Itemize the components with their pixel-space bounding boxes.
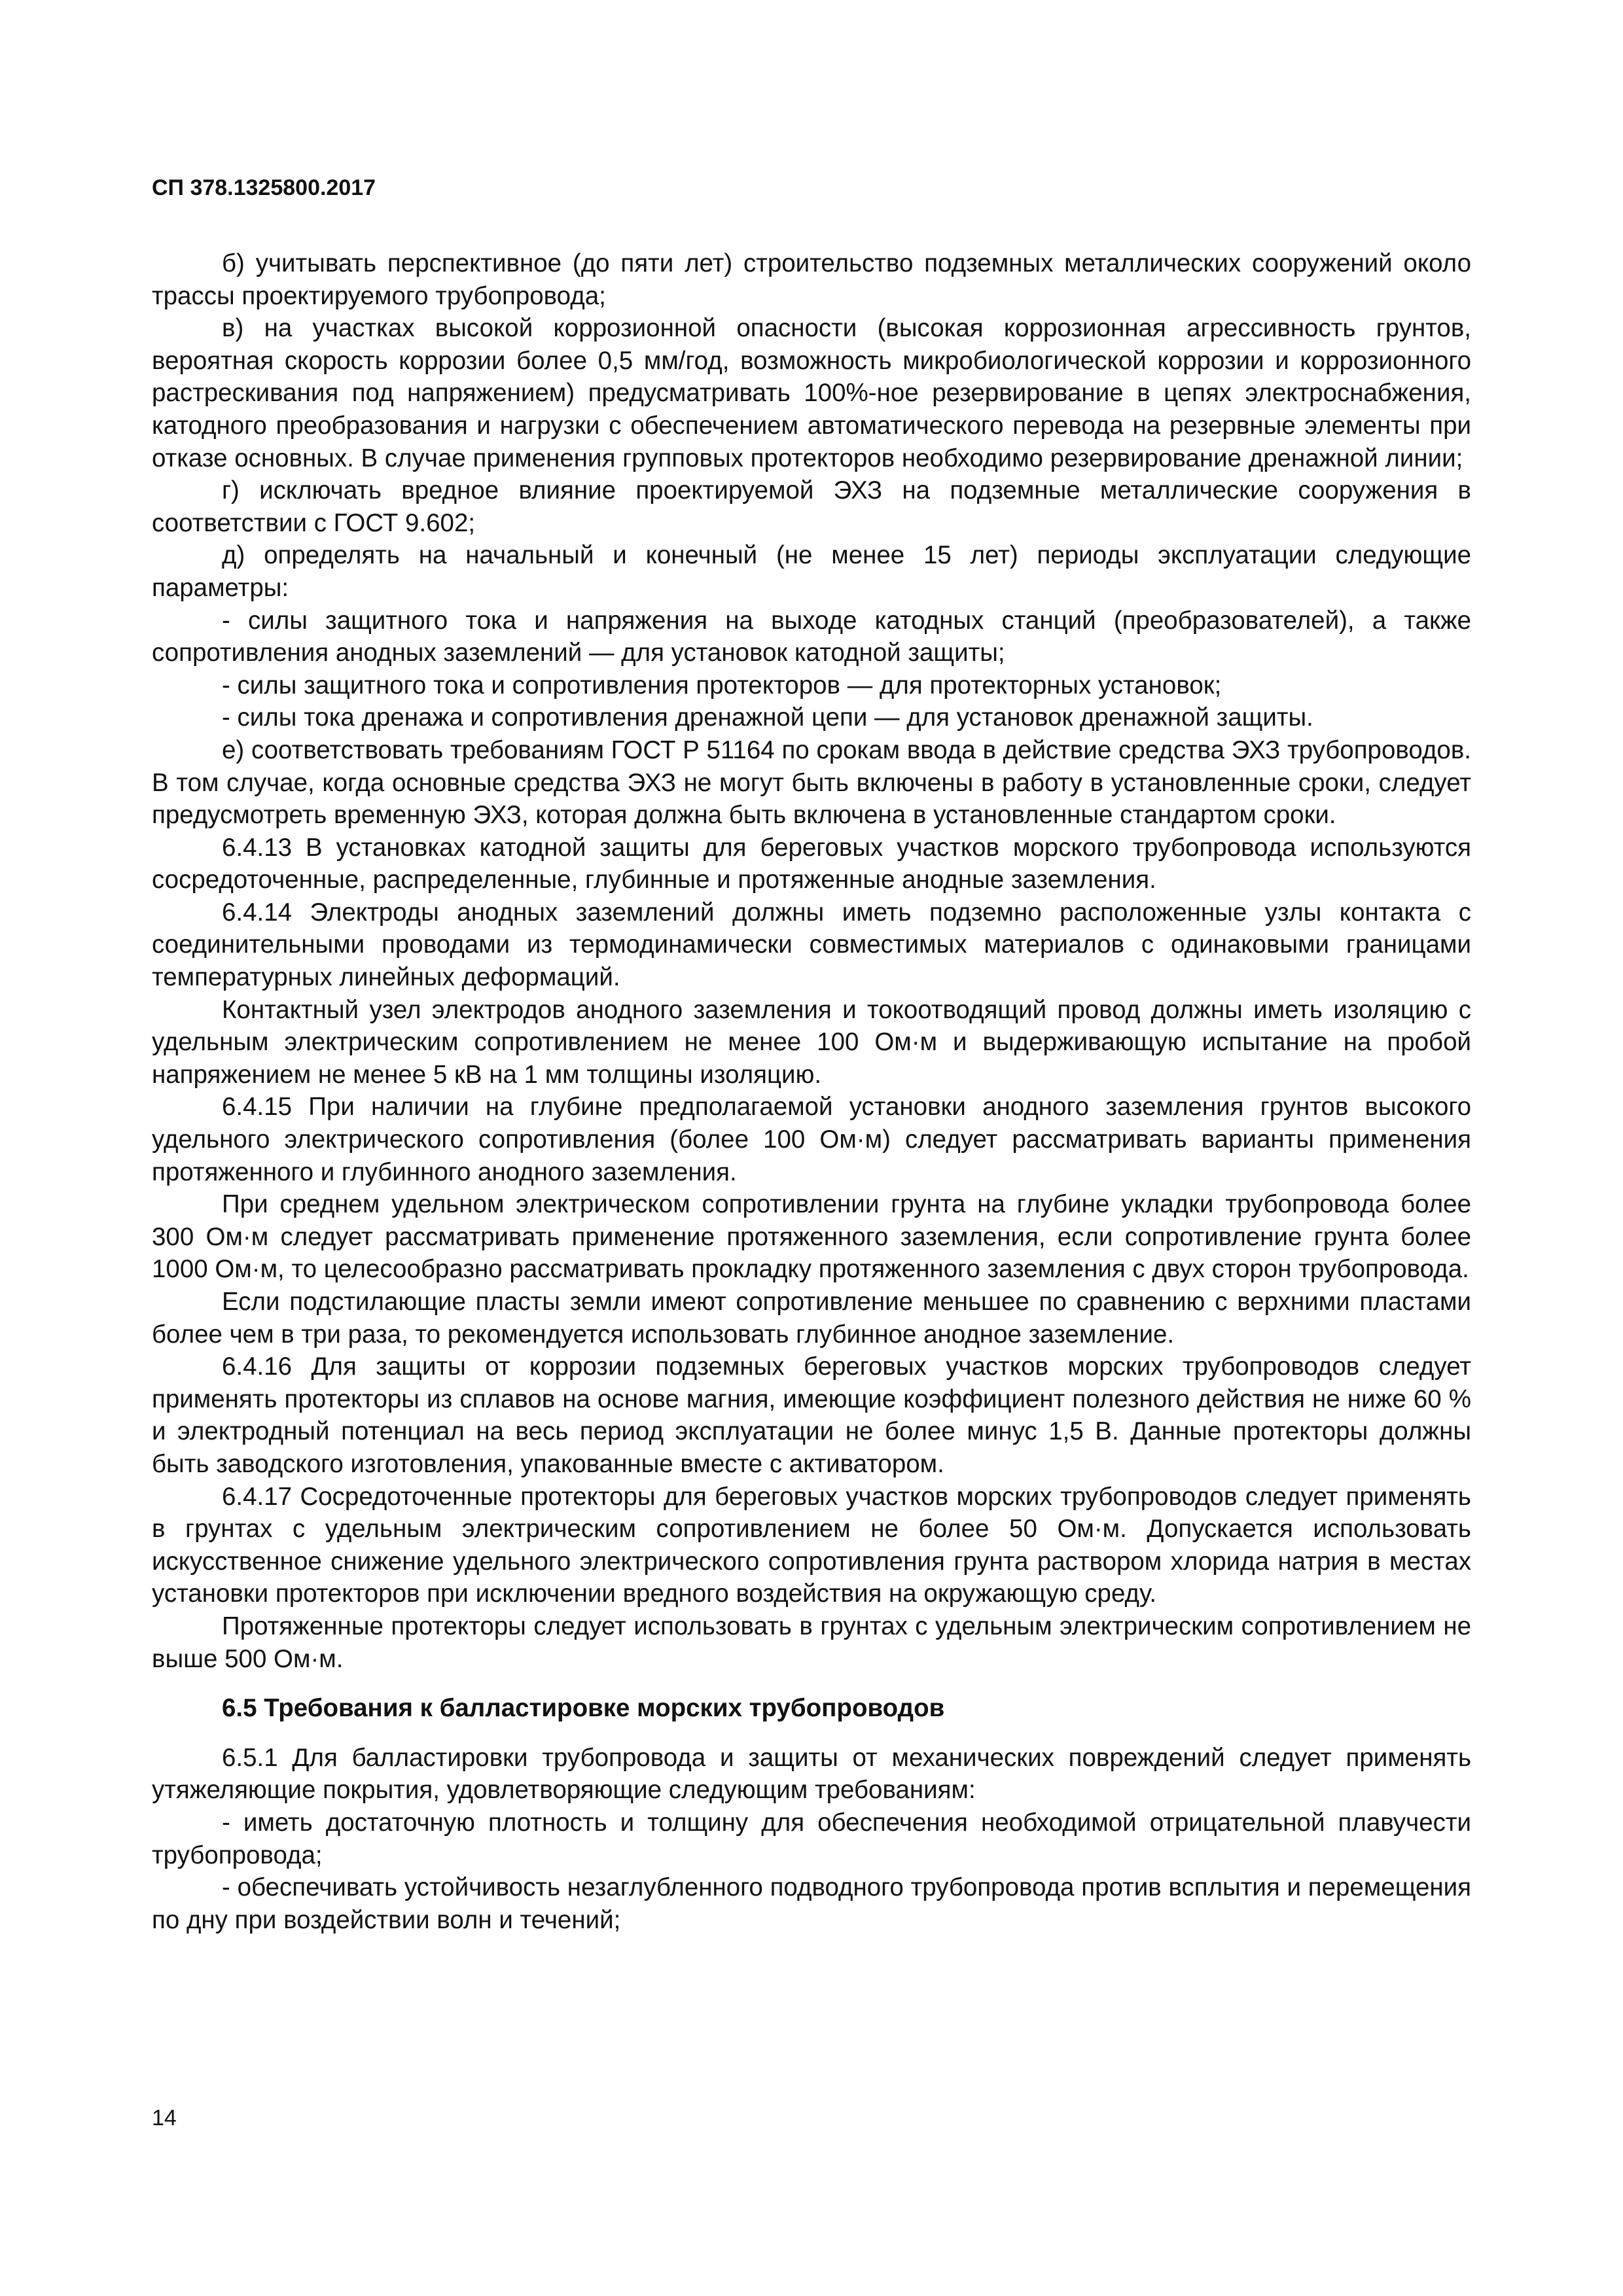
document-page bbox=[152, 0, 1471, 2296]
paragraph: 6.4.16 Для защиты от коррозии подземных береговых участков морских трубопроводов следует применять протекторы из сплавов на основе магния, имеющие коэффициент полезного действия не ниже 60 % и электродный потенциал на весь период эксплуатации не более минус 1,5 В. Данные протекторы должны быть заводского изготовления, упакованные вместе с активатором. bbox=[152, 1352, 1471, 1478]
page-number: 14 bbox=[152, 2106, 177, 2130]
paragraph: Протяженные протекторы следует использовать в грунтах с удельным электрическим сопротивлением не выше 500 Ом·м. bbox=[152, 1612, 1471, 1673]
section-heading: 6.5 Требования к балластировке морских трубопроводов bbox=[222, 1694, 945, 1723]
paragraph: 6.4.13 В установках катодной защиты для береговых участков морского трубопровода используются сосредоточенные, распределенные, глубинные и протяженные анодные заземления. bbox=[152, 833, 1471, 894]
list-item: - обеспечивать устойчивость незаглубленного подводного трубопровода против всплытия и перемещения по дну при воздействии волн и течений; bbox=[152, 1873, 1471, 1934]
list-item: - силы защитного тока и сопротивления протекторов — для протекторных установок; bbox=[222, 671, 1222, 699]
paragraph: 6.4.14 Электроды анодных заземлений должны иметь подземно расположенные узлы контакта с соединительными проводами из термодинамически совместимых материалов с одинаковыми границами температурных линейных деформаций. bbox=[152, 898, 1471, 992]
paragraph: д) определять на начальный и конечный (не менее 15 лет) периоды эксплуатации следующие параметры: bbox=[152, 541, 1471, 602]
paragraph: При среднем удельном электрическом сопротивлении грунта на глубине укладки трубопровода более 300 Ом·м следует рассматривать применение протяженного заземления, если сопротивление грунта более 1000 Ом·м, то целесообразно рассматривать прокладку протяженного заземления с двух сторон трубопровода. bbox=[152, 1190, 1471, 1284]
paragraph: 6.5.1 Для балластировки трубопровода и защиты от механических повреждений следует применять утяжеляющие покрытия, удовлетворяющие следующим требованиям: bbox=[152, 1743, 1471, 1805]
body-text bbox=[152, 247, 1471, 1936]
paragraph: 6.4.15 При наличии на глубине предполагаемой установки анодного заземления грунтов высокого удельного электрического сопротивления (более 100 Ом·м) следует рассматривать варианты применения протяженного и глубинного анодного заземления. bbox=[152, 1093, 1471, 1186]
document-code: СП 378.1325800.2017 bbox=[152, 175, 376, 200]
paragraph: Контактный узел электродов анодного заземления и токоотводящий провод должны иметь изоляцию с удельным электрическим сопротивлением не менее 100 Ом·м и выдерживающую испытание на пробой напряжением не менее 5 кВ на 1 мм толщины изоляцию. bbox=[152, 995, 1471, 1089]
paragraph: г) исключать вредное влияние проектируемой ЭХЗ на подземные металлические сооружения в соответствии с ГОСТ 9.602; bbox=[152, 476, 1471, 537]
paragraph: б) учитывать перспективное (до пяти лет) строительство подземных металлических сооружений около трассы проектируемого трубопровода; bbox=[152, 249, 1471, 310]
list-item: - силы тока дренажа и сопротивления дренажной цепи — для установок дренажной защиты. bbox=[222, 703, 1313, 732]
paragraph: Если подстилающие пласты земли имеют сопротивление меньшее по сравнению с верхними пластами более чем в три раза, то рекомендуется использовать глубинное анодное заземление. bbox=[152, 1288, 1471, 1349]
paragraph: 6.4.17 Сосредоточенные протекторы для береговых участков морских трубопроводов следует применять в грунтах с удельным электрическим сопротивлением не более 50 Ом·м. Допускается использовать искусственное снижение удельного электрического сопротивления грунта раствором хлорида натрия в местах установки протекторов при исключении вредного воздействия на окружающую среду. bbox=[152, 1482, 1471, 1608]
list-item: - силы защитного тока и напряжения на выходе катодных станций (преобразователей), а также сопротивления анодных заземлений — для установок катодной защиты; bbox=[152, 606, 1471, 667]
list-item: - иметь достаточную плотность и толщину для обеспечения необходимой отрицательной плавучести трубопровода; bbox=[152, 1808, 1471, 1869]
paragraph: е) соответствовать требованиям ГОСТ Р 51164 по срокам ввода в действие средства ЭХЗ трубопроводов. В том случае, когда основные средства ЭХЗ не могут быть включены в работу в установленные сроки, следует предусмотреть временную ЭХЗ, которая должна быть включена в установленные стандартом сроки. bbox=[152, 735, 1471, 830]
paragraph: в) на участках высокой коррозионной опасности (высокая коррозионная агрессивность грунтов, вероятная скорость коррозии более 0,5 мм/год, возможность микробиологической коррозии и коррозионного растрескивания под напряжением) предусматривать 100%-ное резервирование в цепях электроснабжения, катодного преобразования и нагрузки с обеспечением автоматического перевода на резервные элементы при отказе основных. В случае применения групповых протекторов необходимо резервирование дренажной линии; bbox=[152, 314, 1471, 472]
